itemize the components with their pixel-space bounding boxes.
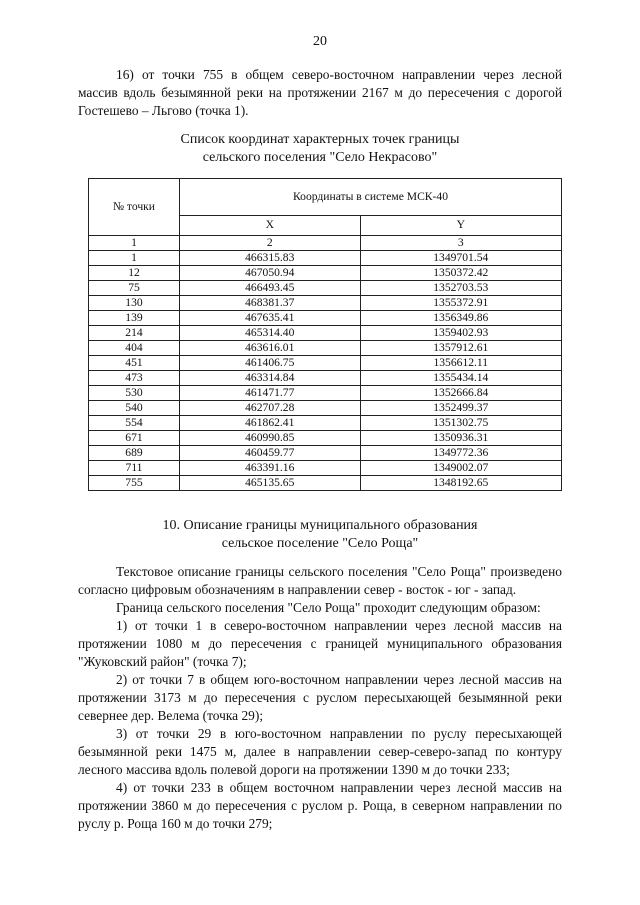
- table-cell: 1348192.65: [360, 476, 561, 491]
- table-cell: 12: [89, 266, 180, 281]
- table-cell: 1: [89, 251, 180, 266]
- table-cell: 671: [89, 431, 180, 446]
- table-cell: 463616.01: [180, 341, 361, 356]
- table-row: [89, 446, 562, 461]
- table-cell: 3: [360, 236, 561, 251]
- table-cell: 1359402.93: [360, 326, 561, 341]
- table-row: [89, 326, 562, 341]
- table-cell: 711: [89, 461, 180, 476]
- table-cell: 689: [89, 446, 180, 461]
- table-cell: 461471.77: [180, 386, 361, 401]
- table-cell: 1356612.11: [360, 356, 561, 371]
- table-cell: 460990.85: [180, 431, 361, 446]
- table-cell: 465135.65: [180, 476, 361, 491]
- table-cell: 1349772.36: [360, 446, 561, 461]
- paragraph-item-4: 4) от точки 233 в общем восточном направлении через лесной массив на протяжении 3860 м до пересечения с руслом р. Роща, в северном направлении по руслу р. Роща 160 м до точки 279;: [78, 780, 562, 831]
- table-cell: 75: [89, 281, 180, 296]
- table-row: [89, 461, 562, 476]
- table-cell: 462707.28: [180, 401, 361, 416]
- intro-text: 16) от точки 755 в общем северо-восточном направлении через лесной массив вдоль безымянной реки на протяжении 2167 м до пересечения с дорогой Гостешево – Льгово (точка 1).: [78, 67, 562, 118]
- table-cell: 540: [89, 401, 180, 416]
- table-cell: 467050.94: [180, 266, 361, 281]
- table-cell: 473: [89, 371, 180, 386]
- paragraph-description: Текстовое описание границы сельского поселения "Село Роща" произведено согласно цифровым обозначениям в направлении север - восток - юг - запад.: [78, 564, 562, 597]
- table-row: [89, 281, 562, 296]
- header-coordinate-system: Координаты в системе МСК-40: [180, 179, 562, 216]
- table-cell: 404: [89, 341, 180, 356]
- section-heading-line-2: сельское поселение "Село Роща": [221, 536, 419, 551]
- table-row: [89, 356, 562, 371]
- table-row: [89, 476, 562, 491]
- table-cell: 461406.75: [180, 356, 361, 371]
- table-title-line-2: сельского поселения "Село Некрасово": [202, 150, 438, 165]
- table-cell: 1351302.75: [360, 416, 561, 431]
- table-body: [89, 236, 562, 491]
- table-cell: 139: [89, 311, 180, 326]
- table-cell: 755: [89, 476, 180, 491]
- table-row: [89, 386, 562, 401]
- table-index-row: [89, 236, 562, 251]
- table-cell: 1350936.31: [360, 431, 561, 446]
- paragraph-boundary-intro: Граница сельского поселения "Село Роща" проходит следующим образом:: [116, 600, 541, 615]
- header-y: Y: [360, 215, 561, 235]
- intro-paragraph: [78, 66, 562, 120]
- table-row: [89, 251, 562, 266]
- table-row: [89, 416, 562, 431]
- table-cell: 2: [180, 236, 361, 251]
- table-cell: 130: [89, 296, 180, 311]
- coordinates-table: [88, 178, 562, 491]
- table-row: [89, 371, 562, 386]
- table-cell: 1355372.91: [360, 296, 561, 311]
- table-row: [89, 341, 562, 356]
- table-cell: 451: [89, 356, 180, 371]
- table-cell: 1352666.84: [360, 386, 561, 401]
- table-cell: 463391.16: [180, 461, 361, 476]
- table-cell: 466493.45: [180, 281, 361, 296]
- paragraph-item-2: 2) от точки 7 в общем юго-восточном направлении через лесной массив на протяжении 3173 м до пересечения с руслом пересыхающей безымянной реки севернее дер. Велема (точка 29);: [78, 672, 562, 723]
- header-x: X: [180, 215, 361, 235]
- table-title-line-1: Список координат характерных точек границы: [180, 132, 460, 147]
- table-cell: 1352499.37: [360, 401, 561, 416]
- page-number: 20: [313, 34, 327, 49]
- table-cell: 465314.40: [180, 326, 361, 341]
- table-row: [89, 311, 562, 326]
- table-row: [89, 266, 562, 281]
- header-point-number: № точки: [89, 179, 180, 236]
- table-cell: 460459.77: [180, 446, 361, 461]
- table-cell: 1357912.61: [360, 341, 561, 356]
- table-cell: 214: [89, 326, 180, 341]
- table-cell: 1355434.14: [360, 371, 561, 386]
- table-cell: 1356349.86: [360, 311, 561, 326]
- table-cell: 461862.41: [180, 416, 361, 431]
- paragraph-item-3: 3) от точки 29 в юго-восточном направлении по руслу пересыхающей безымянной реки 1475 м, далее в направлении север-северо-запад по контуру лесного массива вдоль полевой дороги на протяжении 1390 м до точки 233;: [78, 726, 562, 777]
- table-cell: 467635.41: [180, 311, 361, 326]
- table-cell: 1349701.54: [360, 251, 561, 266]
- table-cell: 466315.83: [180, 251, 361, 266]
- table-row: [89, 401, 562, 416]
- table-cell: 463314.84: [180, 371, 361, 386]
- paragraph-item-1: 1) от точки 1 в северо-восточном направлении через лесной массив на протяжении 1080 м до пересечения с границей муниципального образования "Жуковский район" (точка 7);: [78, 618, 562, 669]
- table-cell: 1352703.53: [360, 281, 561, 296]
- table-cell: 1349002.07: [360, 461, 561, 476]
- section-heading-line-1: 10. Описание границы муниципального образования: [162, 518, 478, 533]
- table-row: [89, 296, 562, 311]
- table-row: [89, 431, 562, 446]
- table-cell: 554: [89, 416, 180, 431]
- table-cell: 1: [89, 236, 180, 251]
- table-cell: 468381.37: [180, 296, 361, 311]
- table-cell: 1350372.42: [360, 266, 561, 281]
- table-cell: 530: [89, 386, 180, 401]
